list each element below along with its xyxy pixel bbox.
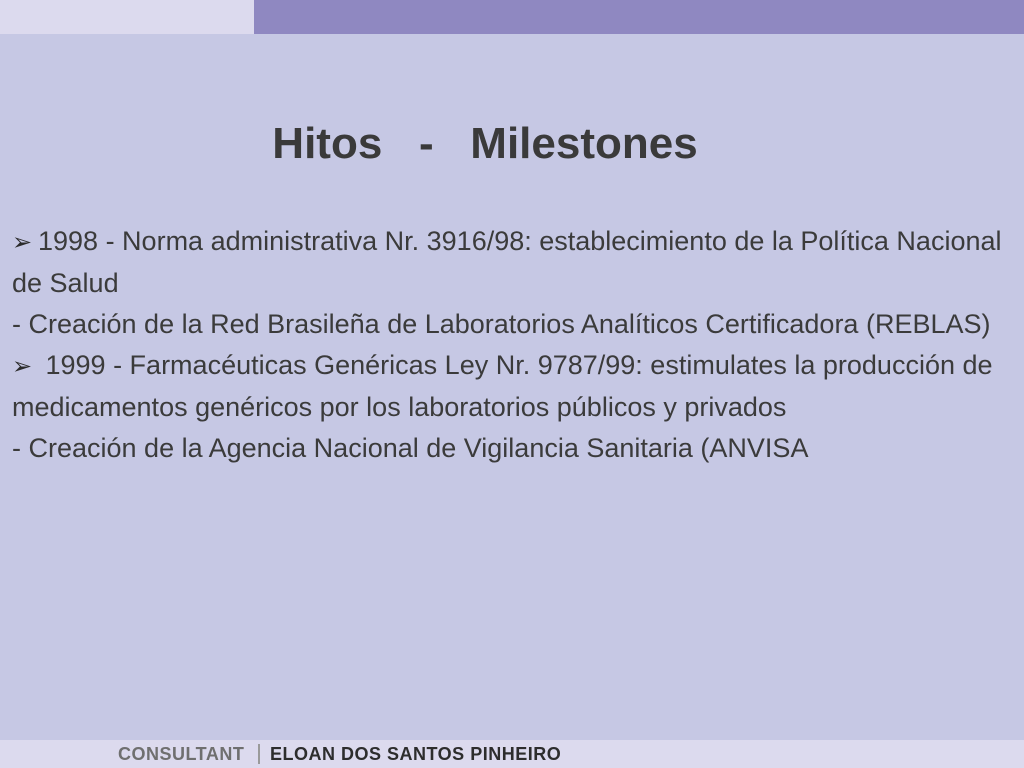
paragraph-1998 bbox=[12, 221, 1012, 304]
footer-label: CONSULTANT bbox=[118, 744, 245, 764]
footer-name: ELOAN DOS SANTOS PINHEIRO bbox=[270, 744, 562, 764]
slide-title: Hitos - Milestones bbox=[272, 119, 698, 168]
paragraph-1999 bbox=[12, 345, 1012, 428]
paragraph-text: 1999 - Farmacéuticas Genéricas Ley Nr. 9787/99: estimulates la producción de medicamentos genéricos por los laboratorios públicos y privados bbox=[12, 350, 993, 422]
paragraph-text: 1998 - Norma administrativa Nr. 3916/98: establecimiento de la Política Nacional de Salud bbox=[12, 226, 1002, 298]
slide-content bbox=[12, 221, 1012, 469]
arrow-bullet-icon: ➢ bbox=[12, 353, 33, 380]
paragraph-text: - Creación de la Agencia Nacional de Vigilancia Sanitaria (ANVISA bbox=[12, 433, 809, 463]
paragraph-text: - Creación de la Red Brasileña de Laboratorios Analíticos Certificadora (REBLAS) bbox=[12, 309, 991, 339]
paragraph-reblas bbox=[12, 304, 1012, 345]
arrow-bullet-icon: ➢ bbox=[12, 229, 33, 256]
paragraph-anvisa bbox=[12, 428, 1012, 469]
top-bar-light-segment bbox=[0, 0, 254, 34]
footer-divider bbox=[258, 744, 260, 764]
footer-bar bbox=[0, 740, 1024, 768]
top-bar-accent-segment bbox=[254, 0, 1024, 34]
